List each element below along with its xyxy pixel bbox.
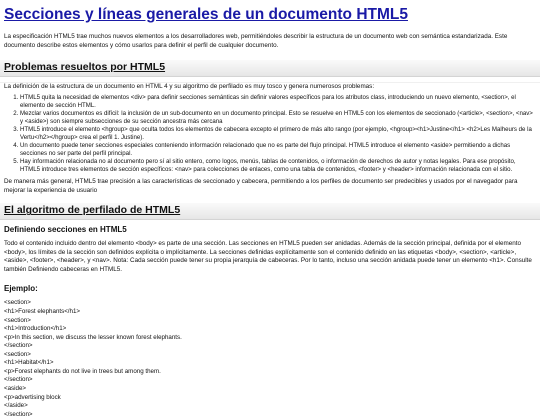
algorithm-body: Todo el contenido incluido dentro del elemento <body> es parte de una sección. Las secciones en HTML5 pueden ser anidadas. Además de la sección principal, definida por el elemento <body>, los límites de la sección son definidos explícita o implícitamente. La secciones definidas explícitamente son el contenido definido en las etiquetas <body>, <section>, <article>, <aside>, <footer>, <header>, y <nav>. Nota: Cada sección puede tener su propia jerarquía de cabeceras. Por lo tanto, incluso una sección anidada puede tener un elemento <h1>. Consulte también Definiendo cabeceras en HTML5. (4, 240, 532, 273)
section-heading-problems: Problemas resueltos por HTML5 (4, 61, 166, 74)
problems-lead: La definición de la estructura de un documento en HTML 4 y su algoritmo de perfilado es muy tosco y genera numerosos problemas: (4, 83, 375, 91)
code-line: <p>In this section, we discuss the lesser known forest elephants. (4, 333, 182, 341)
page-title[interactable]: Secciones y líneas generales de un documento HTML5 (4, 6, 408, 23)
section-header-algorithm (0, 203, 540, 220)
code-line: </section> (4, 342, 33, 350)
code-line: <h1>Habitat</h1> (4, 359, 54, 367)
problems-closing: De manera más general, HTML5 trae precisión a las características de seccionado y cabecera, permitiendo a los perfiles de documento ser predecibles y usados por el navegador para mejorar la experiencia de usuario (4, 178, 518, 194)
code-line: </section> (4, 410, 33, 418)
section-heading-algorithm: El algoritmo de perfilado de HTML5 (4, 204, 181, 217)
section-header-problems (0, 60, 540, 77)
subheading-defining-sections: Definiendo secciones en HTML5 (4, 225, 127, 235)
code-line: <aside> (4, 384, 27, 392)
code-line: <p>advertising block (4, 393, 61, 401)
code-line: <section> (4, 299, 31, 307)
code-line: <section> (4, 316, 31, 324)
problem-item: 2. Mezclar varios documentos es difícil: la inclusión de un sub-documento en un documento principal. Esto se resuelve en HTML5 con los elementos de seccionado (<article>, <section>, <nav> y <aside>) son siempre subsecciones de su sección ancestra más cercana (20, 110, 536, 126)
code-line: <h1>Introduction</h1> (4, 325, 67, 333)
problems-box (0, 82, 540, 195)
problem-item: 1. HTML5 quita la necesidad de elementos <div> para definir secciones semánticas sin definir valores específicos para los atributos class, introduciendo un nuevo elemento, <section>, el elemento de sección HTML. (20, 94, 536, 110)
code-line: </section> (4, 376, 33, 384)
code-example (4, 299, 536, 419)
intro-paragraph: La especificación HTML5 trae muchos nuevos elementos a los desarrolladores web, permitiéndoles describir la estructura de un documento web con semántica estandarizada. Este documento describe estos elementos y cómo usarlos para definir el perfil de cualquier documento. (4, 33, 508, 49)
code-line: </aside> (4, 402, 28, 410)
code-line: <p>Forest elephants do not live in trees but among them. (4, 367, 161, 375)
code-line: <section> (4, 350, 31, 358)
problem-item: 4. Un documento puede tener secciones especiales conteniendo información relacionado que no es parte del flujo principal. HTML5 introduce el elemento <aside> permitiendo a dichas secciones no ser parte del perfil principal. (20, 142, 536, 158)
problem-item: 3. HTML5 introduce el elemento <hgroup> que oculta todos los elementos de cabecera excepto el primero de más alto rango (por ejemplo, <hgroup><h1>Justine</h1> <h2>Les Malheurs de la Vertu</h2></hgroup> crea el perfil 1. Justine). (20, 126, 536, 142)
code-line: <h1>Forest elephants</h1> (4, 308, 81, 316)
problems-list (4, 94, 536, 175)
problem-item: 5. Hay información relacionada no al documento pero sí al sitio entero, como logos, menús, tablas de contenidos, o información de derechos de autor y notas legales. Para ese propósito, HTML5 introduce tres elementos de sección específicos: <nav> para colecciones de enlaces, como una tabla de contenidos, <footer> y <header> información relacionada con el sitio. (20, 158, 536, 174)
example-heading: Ejemplo: (4, 284, 38, 294)
